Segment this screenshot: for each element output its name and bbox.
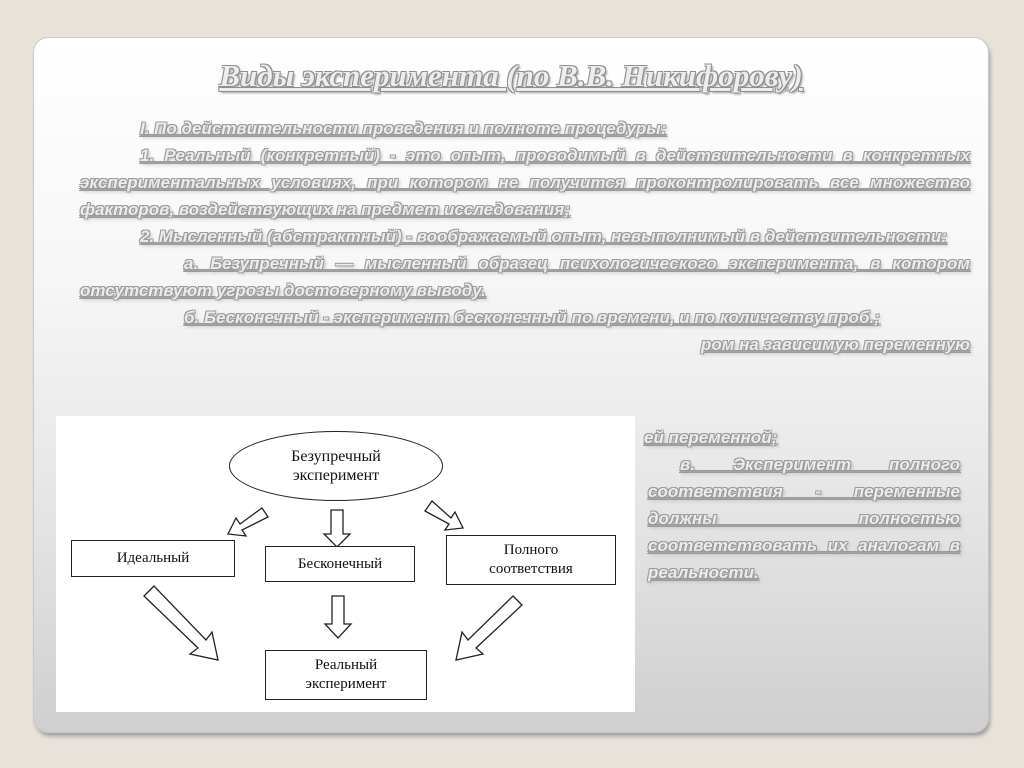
arrow-middle-center [325, 596, 351, 638]
item-mental: 2. Мысленный (абстрактный) - воображаемый опыт, невыполнимый в действительности: [140, 227, 947, 246]
arrow-top-left [228, 508, 268, 536]
diagram-node-flawless: Безупречный эксперимент [229, 431, 443, 501]
slide-body [80, 115, 970, 358]
arrow-top-right [425, 501, 463, 530]
side-text [644, 424, 960, 586]
diagram-node-ideal: Идеальный [71, 540, 235, 577]
arrow-bottom-left [144, 586, 218, 660]
slide [34, 38, 988, 732]
section-heading: I. По действительности проведения и полноте процедуры: [140, 119, 667, 138]
item-infinite: б. Бесконечный - эксперимент бесконечный по времени, и по количеству проб.; [184, 308, 880, 327]
item-flawless: а. Безупречный — мысленный образец психологического эксперимента, в котором отсутствуют угрозы достоверному выводу. [80, 254, 970, 300]
arrow-bottom-right [456, 596, 522, 660]
diagram-node-full-match: Полного соответствия [446, 535, 616, 585]
diagram-node-infinite: Бесконечный [265, 546, 415, 582]
item-ideal-fragment-2: ей переменной; [644, 428, 778, 447]
slide-title: Виды эксперимента (по В.В. Никифорову) [219, 58, 803, 93]
arrow-top-center [324, 510, 350, 547]
item-full-match: в. Эксперимент полного соответствия - переменные должны полностью соответствовать их аналогам в реальности. [648, 455, 960, 582]
experiment-diagram [56, 416, 635, 712]
item-ideal-fragment: ром на зависимую переменную [701, 335, 970, 354]
diagram-node-real: Реальный эксперимент [265, 650, 427, 700]
item-real: 1. Реальный (конкретный) - это опыт, проводимый в действительности в конкретных экспериментальных условиях, при котором не получится проконтролировать все множество факторов, воздействующих на предмет исследования; [80, 146, 970, 219]
